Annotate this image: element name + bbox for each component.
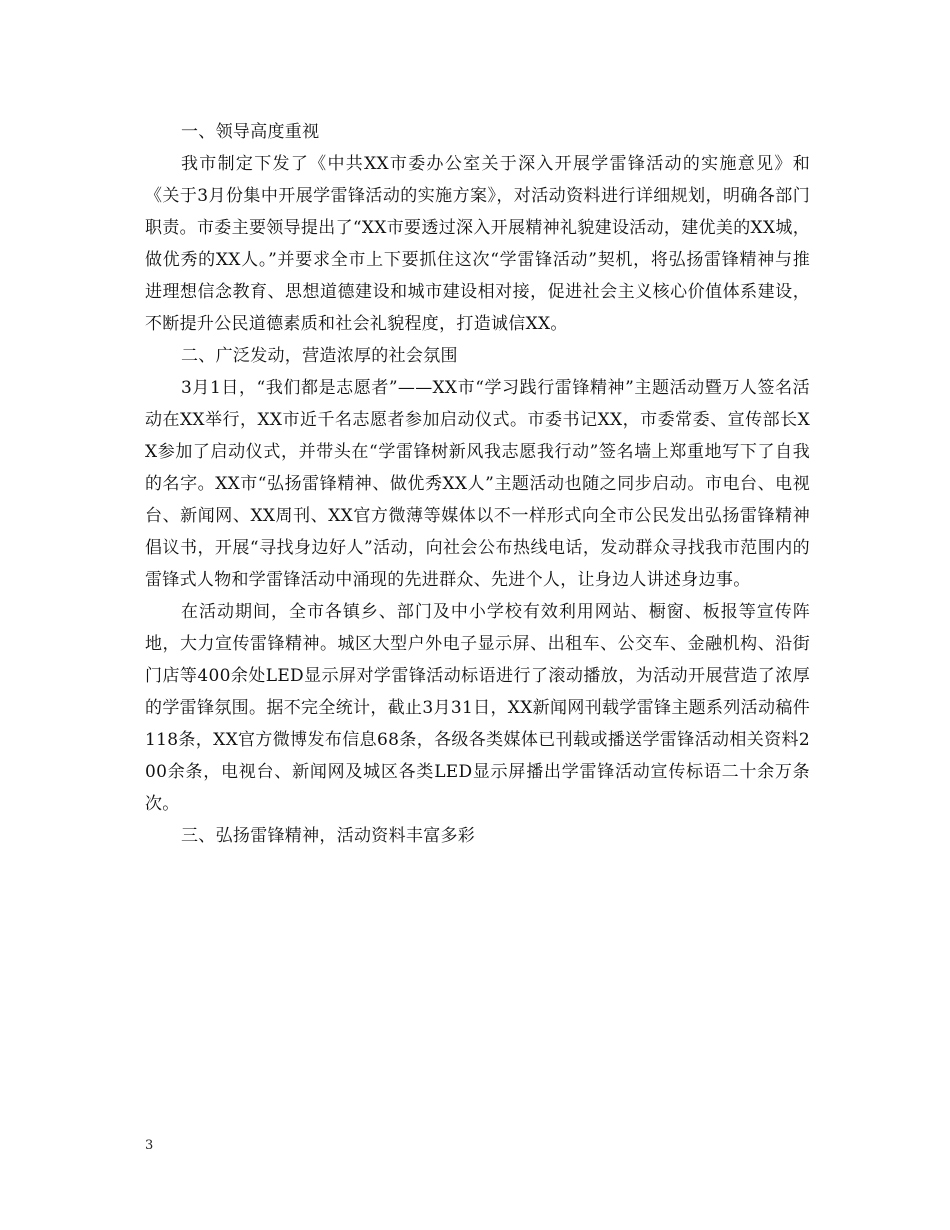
paragraph-1: 我市制定下发了《中共XX市委办公室关于深入开展学雷锋活动的实施意见》和《关于3月份集中开展学雷锋活动的实施方案》，对活动资料进行详细规划，明确各部门职责。市委主要领导提出了“XX市要透过深入开展精神礼貌建设活动，建优美的XX城，做优秀的XX人。”并要求全市上下要抓住这次“学雷锋活动”契机，将弘扬雷锋精神与推进理想信念教育、思想道德建设和城市建设相对接，促进社会主义核心价值体系建设，不断提升公民道德素质和社会礼貌程度，打造诚信XX。 (145, 154, 810, 334)
page-number: 3 (145, 1138, 154, 1153)
section-heading-3: 三、弘扬雷锋精神，活动资料丰富多彩 (181, 826, 476, 846)
paragraph-3: 在活动期间，全市各镇乡、部门及中小学校有效利用网站、橱窗、板报等宣传阵地，大力宣传雷锋精神。城区大型户外电子显示屏、出租车、公交车、金融机构、沿街门店等400余处LED显示屏对学雷锋活动标语进行了滚动播放，为活动开展营造了浓厚的学雷锋氛围。据不完全统计，截止3月31日，XX新闻网刊载学雷锋主题系列活动稿件118条，XX官方微博发布信息68条，各级各类媒体已刊载或播送学雷锋活动相关资料200余条，电视台、新闻网及城区各类LED显示屏播出学雷锋活动宣传标语二十余万条次。 (145, 602, 810, 814)
paragraph-2: 3月1日，“我们都是志愿者”——XX市“学习践行雷锋精神”主题活动暨万人签名活动在XX举行，XX市近千名志愿者参加启动仪式。市委书记XX，市委常委、宣传部长XX参加了启动仪式，并带头在“学雷锋树新风我志愿我行动”签名墙上郑重地写下了自我的名字。XX市“弘扬雷锋精神、做优秀XX人”主题活动也随之同步启动。市电台、电视台、新闻网、XX周刊、XX官方微薄等媒体以不一样形式向全市公民发出弘扬雷锋精神倡议书，开展“寻找身边好人”活动，向社会公布热线电话，发动群众寻找我市范围内的雷锋式人物和学雷锋活动中涌现的先进群众、先进个人，让身边人讲述身边事。 (145, 378, 810, 590)
section-heading-2: 二、广泛发动，营造浓厚的社会氛围 (181, 346, 458, 366)
document-body (145, 116, 810, 852)
section-heading-1: 一、领导高度重视 (181, 122, 320, 142)
